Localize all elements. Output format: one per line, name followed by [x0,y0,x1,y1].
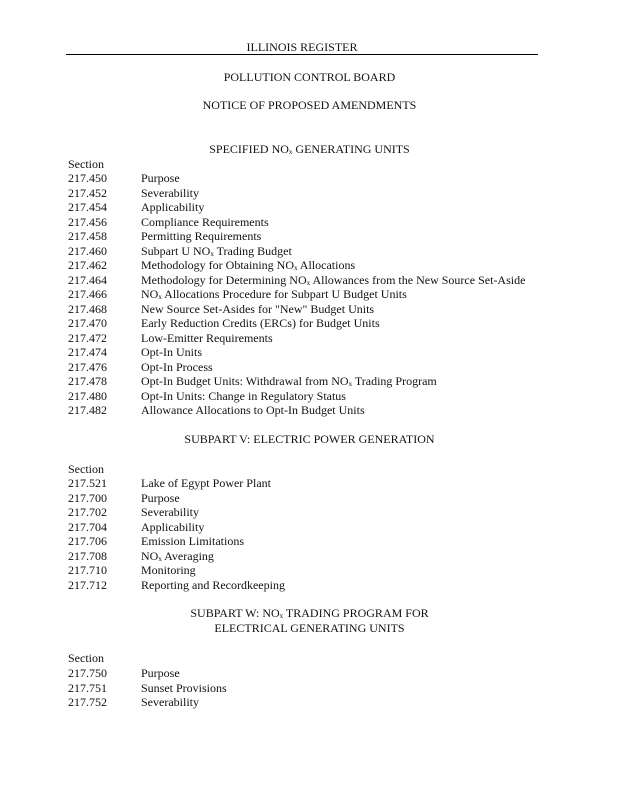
section-title: Severability [141,185,199,200]
section-title: Lake of Egypt Power Plant [141,476,271,490]
section-title: Opt-In Process [141,359,213,374]
section-title: Monitoring [141,563,196,577]
section-title: Emission Limitations [141,534,245,548]
subpart-v-heading: SUBPART V: ELECTRIC POWER GENERATION [184,432,435,446]
section-row [68,505,199,520]
section-title: Severability [141,695,199,709]
section-number: 217.704 [68,519,107,534]
section-row [68,229,261,244]
section-title: Permitting Requirements [141,229,262,243]
section-title: Reporting and Recordkeeping [141,577,285,592]
section-number: 217.752 [68,695,107,709]
section-number: 217.466 [68,287,107,301]
section-row [68,171,180,186]
section-number: 217.468 [68,301,107,316]
section-title: Purpose [141,490,180,505]
section-number: 217.482 [68,403,107,417]
section-row [68,681,227,696]
section-number: 217.452 [68,185,107,200]
subpart-w-heading-line1: SUBPART W: NOₓ TRADING PROGRAM FOR [190,606,429,620]
section-row [68,403,365,418]
section-row [68,520,204,535]
section-title: Early Reduction Credits (ERCs) for Budget Units [141,316,380,330]
section-number: 217.472 [68,330,107,345]
section-number: 217.454 [68,200,107,214]
section-title: Sunset Provisions [141,680,227,695]
section-title: Methodology for Obtaining NOₓ Allocations [141,258,356,272]
section-row [68,244,292,259]
section-title: NOₓ Averaging [141,548,214,563]
section-number: 217.474 [68,345,107,359]
section-title: NOₓ Allocations Procedure for Subpart U Budget Units [141,287,407,301]
section-number: 217.450 [68,171,107,185]
section-number: 217.751 [68,680,107,695]
register-title: ILLINOIS REGISTER [246,40,358,54]
section-row [68,302,374,317]
section-row [68,534,244,549]
section-row [68,476,271,491]
section-number: 217.476 [68,359,107,374]
section-number: 217.458 [68,229,107,243]
section-title: Subpart U NOₓ Trading Budget [141,243,292,258]
section-title: Allowance Allocations to Opt-In Budget Units [141,403,365,417]
section-row [68,287,407,302]
section-number: 217.456 [68,214,107,229]
section-number: 217.470 [68,316,107,330]
section-title: Opt-In Budget Units: Withdrawal from NOₓ Trading Program [141,374,437,388]
section-number: 217.700 [68,490,107,505]
section-title: Severability [141,505,199,519]
section-row [68,345,202,360]
section-number: 217.464 [68,272,107,287]
section-row [68,666,180,681]
section-row [68,549,214,564]
section-title: Purpose [141,171,180,185]
section-row [68,200,204,215]
section-title: Applicability [141,519,205,534]
notice-title: NOTICE OF PROPOSED AMENDMENTS [202,98,417,112]
section-number: 217.708 [68,548,107,563]
section-row [68,578,285,593]
section-title: New Source Set-Asides for "New" Budget Units [141,301,375,316]
section-row [68,491,180,506]
subpart-v-section-label: Section [68,462,104,476]
section-title: Methodology for Determining NOₓ Allowances from the New Source Set-Aside [141,272,526,287]
section-number: 217.706 [68,534,107,548]
section-title: Purpose [141,666,180,680]
section-number: 217.521 [68,476,107,490]
section-title: Compliance Requirements [141,214,269,229]
section-row [68,316,380,331]
section-row [68,374,437,389]
section-number: 217.702 [68,505,107,519]
section-number: 217.750 [68,666,107,680]
subpart-u-heading: SPECIFIED NOₓ GENERATING UNITS [209,142,410,156]
section-number: 217.478 [68,374,107,388]
section-row [68,215,269,230]
agency-name: POLLUTION CONTROL BOARD [223,70,396,84]
section-row [68,186,199,201]
section-row [68,563,196,578]
section-title: Applicability [141,200,205,214]
section-number: 217.480 [68,388,107,403]
section-number: 217.462 [68,258,107,272]
section-number: 217.710 [68,563,107,577]
subpart-u-section-label: Section [68,157,104,171]
section-row [68,695,199,710]
section-title: Opt-In Units: Change in Regulatory Status [141,388,346,403]
section-row [68,273,525,288]
section-row [68,389,346,404]
subpart-w-section-label: Section [68,651,104,665]
section-row [68,360,213,375]
section-number: 217.460 [68,243,107,258]
section-title: Low-Emitter Requirements [141,330,273,345]
register-header [66,40,538,55]
section-number: 217.712 [68,577,107,592]
section-title: Opt-In Units [141,345,202,359]
subpart-w-heading-line2: ELECTRICAL GENERATING UNITS [214,621,405,635]
section-row [68,331,273,346]
section-row [68,258,355,273]
